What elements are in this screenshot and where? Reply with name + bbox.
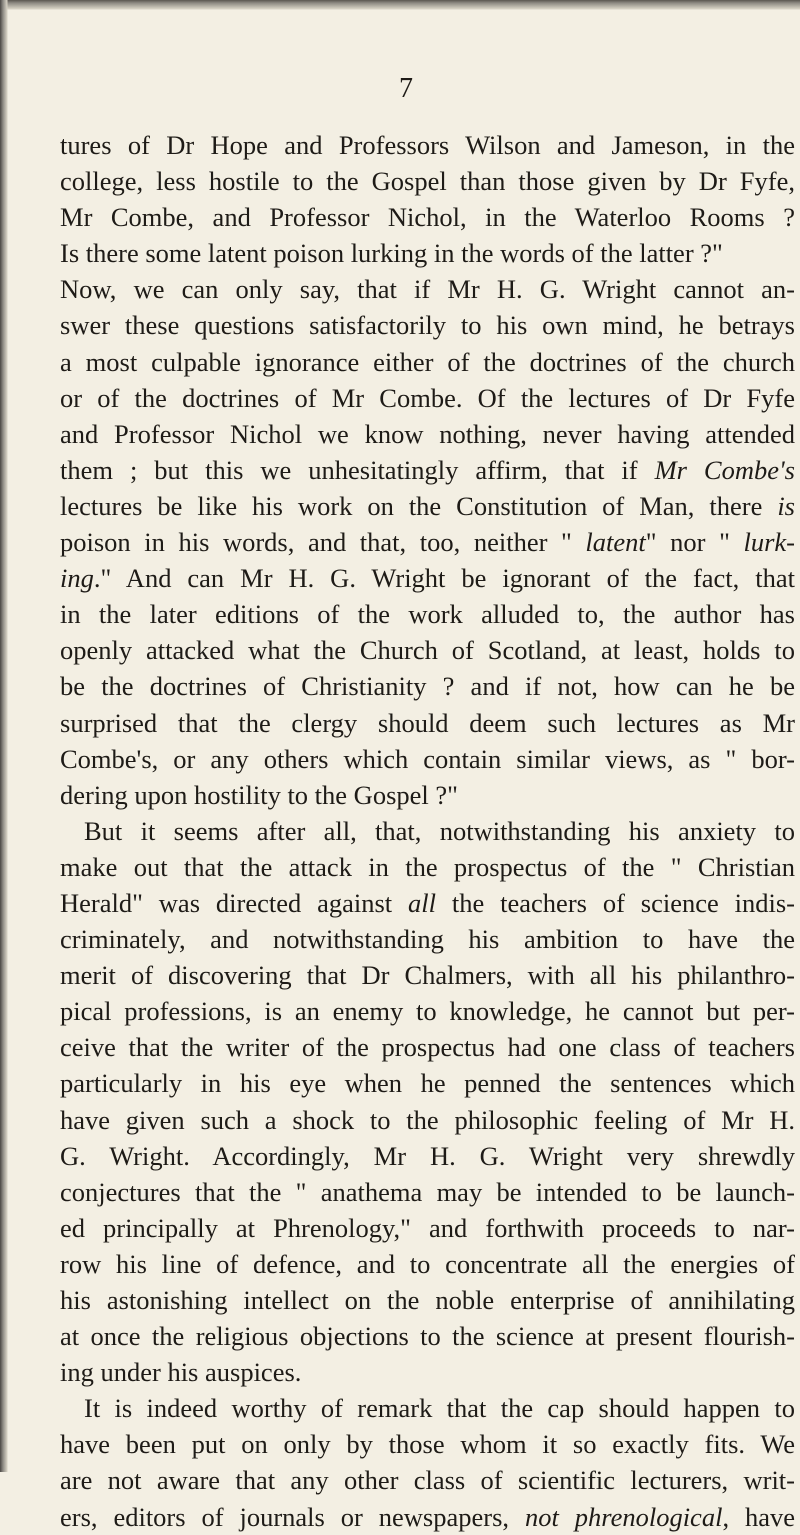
text-line: [60, 488, 795, 524]
text-line: [60, 1102, 795, 1138]
text-segment: make out that the attack in the prospectus of the " Christian: [60, 851, 795, 882]
text-segment: in the later editions of the work alluded to, the author has: [60, 599, 795, 630]
text-line: [60, 524, 795, 560]
text-line: [60, 1174, 795, 1210]
text-line: [60, 1029, 795, 1065]
text-line: [60, 1065, 795, 1101]
text-segment: them ; but this we unhesitatingly affirm, that if: [60, 454, 655, 485]
text-segment: openly attacked what the Church of Scotland, at least, holds to: [60, 635, 795, 666]
text-segment: or of the doctrines of Mr Combe. Of the lectures of Dr Fyfe: [60, 382, 795, 413]
text-segment: poison in his words, and that, too, neither ": [60, 527, 586, 558]
body-text: [60, 127, 795, 1535]
page-number: 7: [399, 73, 413, 104]
text-segment: Combe's, or any others which contain similar views, as " bor-: [60, 743, 795, 774]
text-segment: and Professor Nichol we know nothing, never having attended: [60, 418, 795, 449]
text-line: [60, 344, 795, 380]
text-segment: are not aware that any other class of scientific lecturers, writ-: [60, 1465, 795, 1496]
text-segment: at once the religious objections to the science at present flourish-: [60, 1321, 795, 1352]
text-segment: lectures be like his work on the Constitution of Man, there: [60, 490, 778, 521]
text-line: [60, 1210, 795, 1246]
text-line: [60, 235, 795, 271]
text-line: [60, 741, 795, 777]
text-line: [60, 632, 795, 668]
italic-text: is: [777, 490, 795, 521]
text-line: [60, 1282, 795, 1318]
page-edge-shadow-top: [0, 0, 800, 10]
text-segment: tures of Dr Hope and Professors Wilson and Jameson, in the: [60, 130, 795, 160]
text-line: [60, 957, 795, 993]
text-segment: , have: [722, 1501, 796, 1532]
text-segment: Mr Combe, and Professor Nichol, in the Waterloo Rooms ?: [60, 202, 795, 233]
text-line: [60, 1354, 795, 1390]
text-segment: pical professions, is an enemy to knowledge, he cannot but per-: [60, 996, 795, 1027]
text-segment: " nor ": [645, 527, 744, 558]
text-segment: conjectures that the " anathema may be intended to be launch-: [60, 1176, 795, 1207]
italic-text: lurk-: [743, 527, 795, 558]
text-segment: college, less hostile to the Gospel than those given by Dr Fyfe,: [60, 166, 795, 197]
text-line: [60, 163, 795, 199]
text-segment: It is indeed worthy of remark that the cap should happen to: [84, 1393, 795, 1424]
text-line: [60, 705, 795, 741]
text-segment: criminately, and notwithstanding his ambition to have the: [60, 924, 795, 955]
text-segment: G. Wright. Accordingly, Mr H. G. Wright very shrewdly: [60, 1140, 795, 1171]
text-segment: swer these questions satisfactorily to his own mind, he betrays: [60, 310, 795, 341]
text-line: [60, 885, 795, 921]
italic-text: Mr Combe's: [654, 454, 795, 485]
text-line: [60, 307, 795, 343]
text-segment: But it seems after all, that, notwithstanding his anxiety to: [84, 815, 795, 846]
text-segment: row his line of defence, and to concentrate all the energies of: [60, 1248, 795, 1279]
text-segment: be the doctrines of Christianity ? and if not, how can he be: [60, 671, 795, 702]
text-line: [60, 127, 795, 163]
text-line: [60, 777, 795, 813]
text-line: [60, 813, 795, 849]
text-segment: Herald" was directed against: [60, 887, 409, 918]
text-line: [60, 1246, 795, 1282]
italic-text: not phrenological: [524, 1501, 723, 1532]
text-segment: the teachers of science indis-: [436, 887, 795, 918]
text-line: [60, 921, 795, 957]
text-segment: ing under his auspices.: [60, 1357, 302, 1388]
text-line: [60, 1499, 795, 1535]
text-line: [60, 452, 795, 488]
text-line: [60, 380, 795, 416]
text-line: [60, 199, 795, 235]
text-line: [60, 1390, 795, 1426]
text-segment: particularly in his eye when he penned the sentences which: [60, 1068, 795, 1099]
text-segment: ers, editors of journals or newspapers,: [60, 1501, 525, 1532]
text-segment: Now, we can only say, that if Mr H. G. Wright cannot an-: [60, 274, 795, 305]
text-segment: dering upon hostility to the Gospel ?": [60, 779, 458, 810]
text-segment: have given such a shock to the philosophic feeling of Mr H.: [60, 1104, 795, 1135]
italic-text: all: [408, 887, 437, 918]
text-segment: ed principally at Phrenology," and forthwith proceeds to nar-: [60, 1212, 795, 1243]
text-segment: have been put on only by those whom it so exactly fits. We: [60, 1429, 795, 1460]
text-segment: merit of discovering that Dr Chalmers, with all his philanthro-: [60, 960, 795, 991]
text-line: [60, 1138, 795, 1174]
italic-text: latent: [585, 527, 646, 558]
text-line: [60, 1318, 795, 1354]
text-line: [60, 1426, 795, 1462]
text-line: [60, 271, 795, 307]
italic-text: ing: [60, 563, 94, 594]
page-edge-shadow-left: [0, 0, 8, 1472]
text-line: [60, 668, 795, 704]
text-segment: a most culpable ignorance either of the doctrines of the church: [60, 346, 795, 377]
text-segment: Is there some latent poison lurking in the words of the latter ?": [60, 238, 723, 269]
text-line: [60, 596, 795, 632]
text-segment: surprised that the clergy should deem such lectures as Mr: [60, 707, 795, 738]
text-segment: ceive that the writer of the prospectus had one class of teachers: [60, 1032, 795, 1063]
text-segment: ." And can Mr H. G. Wright be ignorant of the fact, that: [93, 563, 795, 594]
text-line: [60, 993, 795, 1029]
text-segment: his astonishing intellect on the noble enterprise of annihilating: [60, 1285, 795, 1315]
text-line: [60, 560, 795, 596]
text-line: [60, 849, 795, 885]
text-line: [60, 416, 795, 452]
text-line: [60, 1462, 795, 1498]
